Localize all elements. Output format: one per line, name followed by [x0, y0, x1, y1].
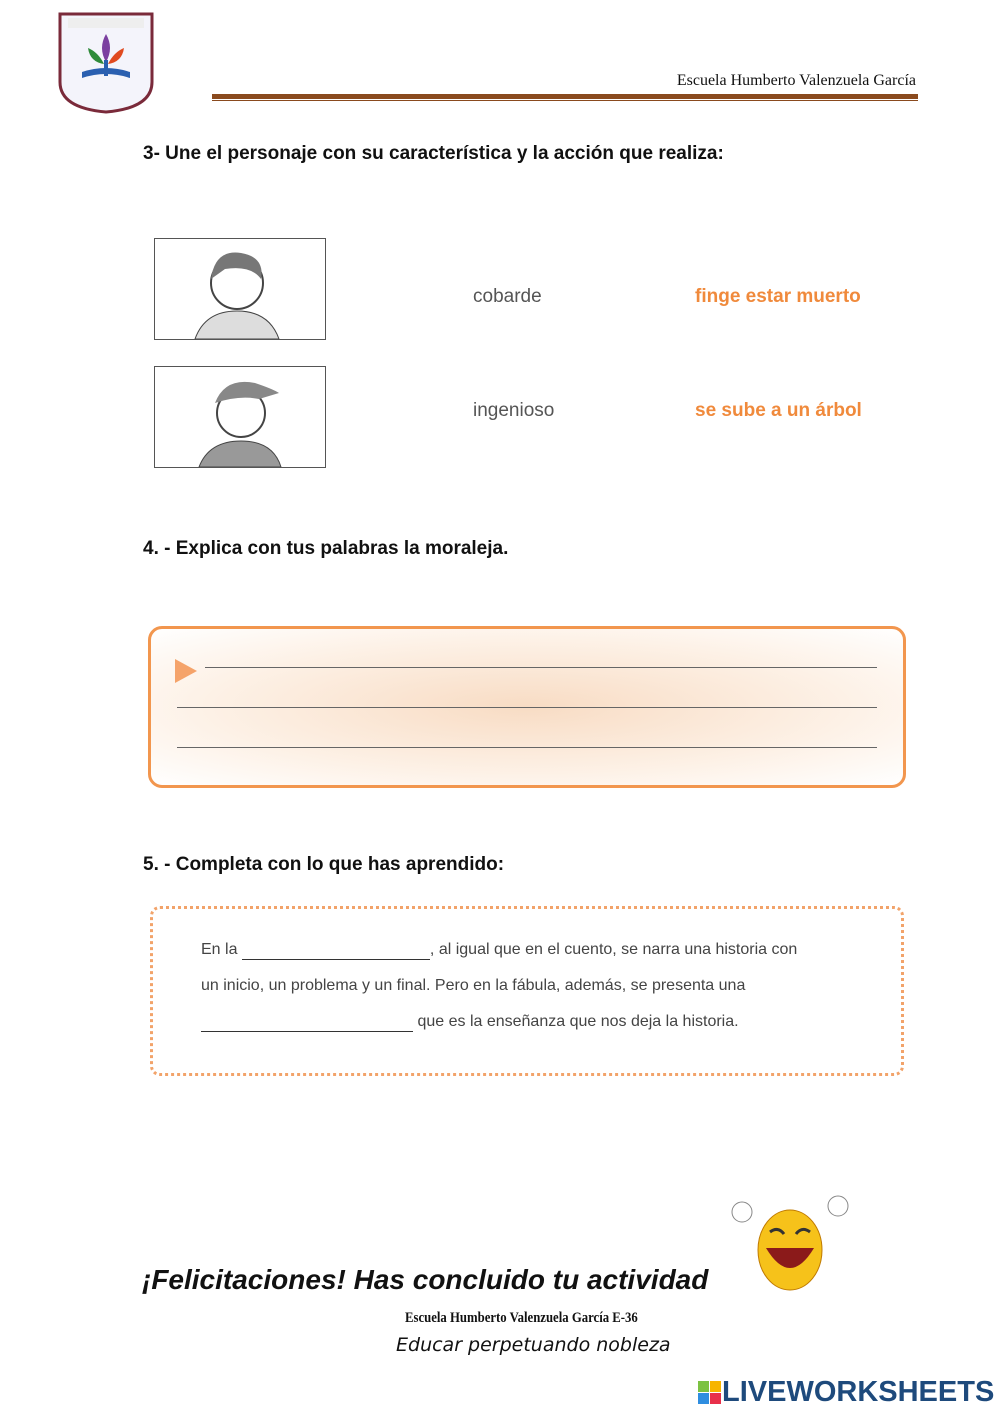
header-divider-thin: [212, 100, 918, 101]
action-option[interactable]: se sube a un árbol: [695, 400, 862, 421]
school-crest-logo: [58, 12, 154, 114]
header-school-name: Escuela Humberto Valenzuela García: [676, 72, 916, 89]
school-motto: Educar perpetuando nobleza: [396, 1334, 671, 1356]
answer-line: [205, 667, 877, 668]
congratulations-text: ¡Felicitaciones! Has concluido tu actividad: [142, 1264, 709, 1295]
laughing-emoji-icon: [728, 1188, 852, 1292]
blank-input-2[interactable]: [201, 1013, 413, 1032]
footer-school-name: Escuela Humberto Valenzuela García E-36: [405, 1310, 638, 1326]
action-option[interactable]: finge estar muerto: [695, 286, 861, 307]
question-5-title: 5. - Completa con lo que has aprendido:: [143, 854, 505, 875]
trait-option[interactable]: ingenioso: [473, 400, 555, 421]
boy-with-cap-drawing-icon: [155, 367, 325, 467]
brand-name: LIVEWORKSHEETS: [722, 1376, 995, 1408]
trait-option[interactable]: cobarde: [473, 286, 542, 307]
boy-drawing-icon: [155, 239, 325, 339]
play-arrow-icon: [173, 657, 199, 685]
blank-input-1[interactable]: [242, 941, 430, 960]
completion-box: [150, 906, 904, 1076]
header-divider: [212, 94, 918, 99]
character-image-boy-cap[interactable]: [154, 366, 326, 468]
live-blocks-icon: [698, 1381, 722, 1405]
text: , al igual que en el cuento, se narra una historia con: [429, 941, 798, 958]
text: que es la enseñanza que nos deja la historia.: [417, 1013, 739, 1030]
answer-line: [177, 707, 877, 708]
character-image-boy[interactable]: [154, 238, 326, 340]
question-3-title: 3- Une el personaje con su característica y la acción que realiza:: [143, 143, 724, 164]
answer-line: [177, 747, 877, 748]
text: En la: [201, 941, 238, 958]
moral-answer-box[interactable]: [148, 626, 906, 788]
question-4-title: 4. - Explica con tus palabras la moraleja.: [143, 538, 509, 559]
text: un inicio, un problema y un final. Pero en la fábula, además, se presenta una: [201, 977, 746, 994]
liveworksheets-logo: [698, 1376, 994, 1409]
